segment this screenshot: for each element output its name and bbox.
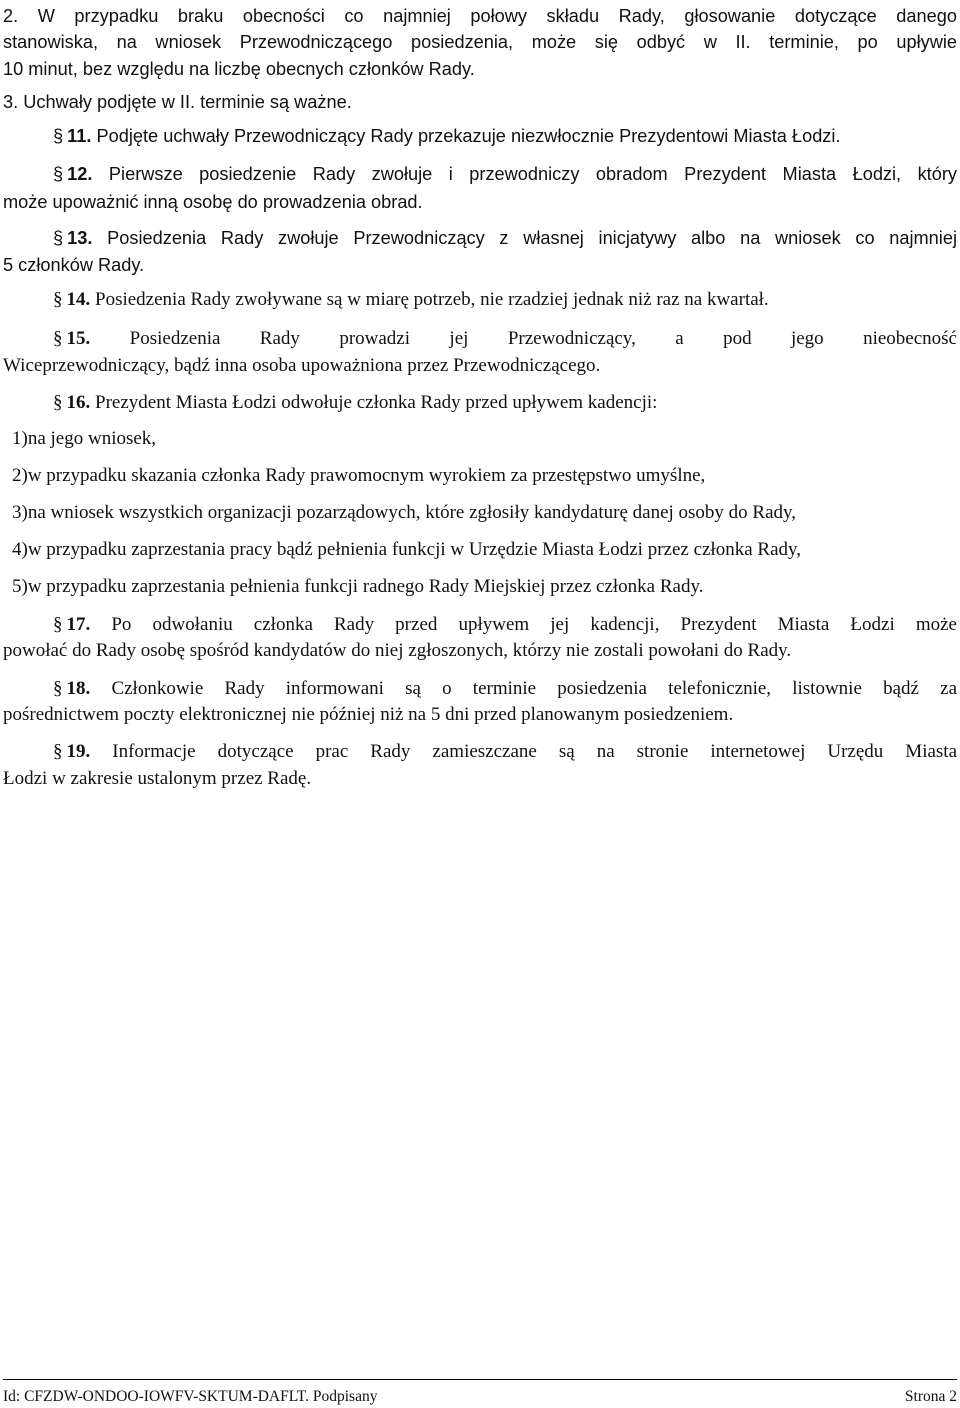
section-sign: § [53, 328, 63, 349]
paragraph-16 [53, 391, 957, 415]
paragraph-14 [53, 288, 957, 312]
paragraph-text: Posiedzenia Rady zwoływane są w miarę potrzeb, nie rzadziej jednak niż raz na kwartał. [95, 289, 769, 310]
section-sign: § [53, 741, 63, 762]
paragraph-19-line-2: Łodzi w zakresie ustalonym przez Radę. [3, 768, 312, 789]
paragraph-text: Prezydent Miasta Łodzi odwołuje członka Rady przed upływem kadencji: [95, 392, 658, 413]
section-sign: § [53, 228, 64, 248]
paragraph-13-line-1 [53, 226, 957, 250]
paragraph-18-line-1 [53, 677, 957, 701]
point-2-line-3: 10 minut, bez względu na liczbę obecnych członków Rady. [3, 59, 475, 79]
paragraph-12-line-2: może upoważnić inną osobę do prowadzenia obrad. [3, 192, 423, 212]
paragraph-15-line-1 [53, 327, 957, 351]
document-id: Id: CFZDW-ONDOO-IOWFV-SKTUM-DAFLT. Podpisany [3, 1388, 378, 1405]
paragraph-text: Pierwsze posiedzenie Rady zwołuje i przewodniczy obradom Prezydent Miasta Łodzi, który [108, 164, 957, 184]
point-2-line-2: stanowiska, na wniosek Przewodniczącego posiedzenia, może się odbyć w II. terminie, po upływie [3, 32, 957, 52]
paragraph-11 [53, 124, 957, 148]
paragraph-18-line-2: pośrednictwem poczty elektronicznej nie później niż na 5 dni przed planowanym posiedzeniem. [3, 704, 734, 725]
section-sign: § [53, 678, 63, 699]
paragraph-17-line-2: powołać do Rady osobę spośród kandydatów do niej zgłoszonych, którzy nie zostali powołani do Rady. [3, 640, 792, 661]
paragraph-text: Posiedzenia Rady prowadzi jej Przewodniczący, a pod jego nieobecność [129, 328, 957, 349]
paragraph-number: 18. [66, 678, 91, 699]
section-sign: § [53, 614, 63, 635]
section-sign: § [53, 392, 63, 413]
point-2-line-1: 2. W przypadku braku obecności co najmniej połowy składu Rady, głosowanie dotyczące danego [3, 6, 957, 26]
paragraph-12-line-1 [53, 162, 957, 186]
paragraph-text: Członkowie Rady informowani są o terminie posiedzenia telefonicznie, listownie bądź za [111, 678, 957, 699]
section-sign: § [53, 289, 63, 310]
list-item: 3)na wniosek wszystkich organizacji pozarządowych, które zgłosiły kandydaturę danej osoby do Rady, [12, 502, 797, 523]
paragraph-text: Posiedzenia Rady zwołuje Przewodniczący z własnej inicjatywy albo na wniosek co najmniej [107, 228, 957, 248]
paragraph-number: 15. [66, 328, 91, 349]
paragraph-number: 12. [67, 164, 93, 184]
point-3: 3. Uchwały podjęte w II. terminie są ważne. [3, 92, 352, 112]
paragraph-number: 14. [66, 289, 91, 310]
paragraph-15-line-2: Wiceprzewodniczący, bądź inna osoba upoważniona przez Przewodniczącego. [3, 355, 601, 376]
paragraph-text: Po odwołaniu członka Rady przed upływem jej kadencji, Prezydent Miasta Łodzi może [111, 614, 957, 635]
list-item: 2)w przypadku skazania członka Rady prawomocnym wyrokiem za przestępstwo umyślne, [12, 465, 706, 486]
paragraph-number: 16. [66, 392, 91, 413]
paragraph-number: 19. [66, 741, 91, 762]
page-number: Strona 2 [904, 1388, 957, 1405]
paragraph-text: Podjęte uchwały Przewodniczący Rady przekazuje niezwłocznie Prezydentowi Miasta Łodzi. [96, 126, 841, 146]
paragraph-text: Informacje dotyczące prac Rady zamieszczane są na stronie internetowej Urzędu Miasta [112, 741, 958, 762]
paragraph-19-line-1 [53, 740, 957, 764]
section-sign: § [53, 164, 64, 184]
list-item: 1)na jego wniosek, [12, 428, 157, 449]
list-item: 5)w przypadku zaprzestania pełnienia funkcji radnego Rady Miejskiej przez członka Rady. [12, 576, 704, 597]
paragraph-number: 17. [66, 614, 91, 635]
paragraph-17-line-1 [53, 613, 957, 637]
list-item: 4)w przypadku zaprzestania pracy bądź pełnienia funkcji w Urzędzie Miasta Łodzi przez członka Rady, [12, 539, 802, 560]
paragraph-13-line-2: 5 członków Rady. [3, 255, 145, 275]
section-sign: § [53, 126, 64, 146]
paragraph-number: 13. [67, 228, 93, 248]
paragraph-number: 11. [67, 126, 92, 146]
footer-divider [3, 1379, 957, 1380]
